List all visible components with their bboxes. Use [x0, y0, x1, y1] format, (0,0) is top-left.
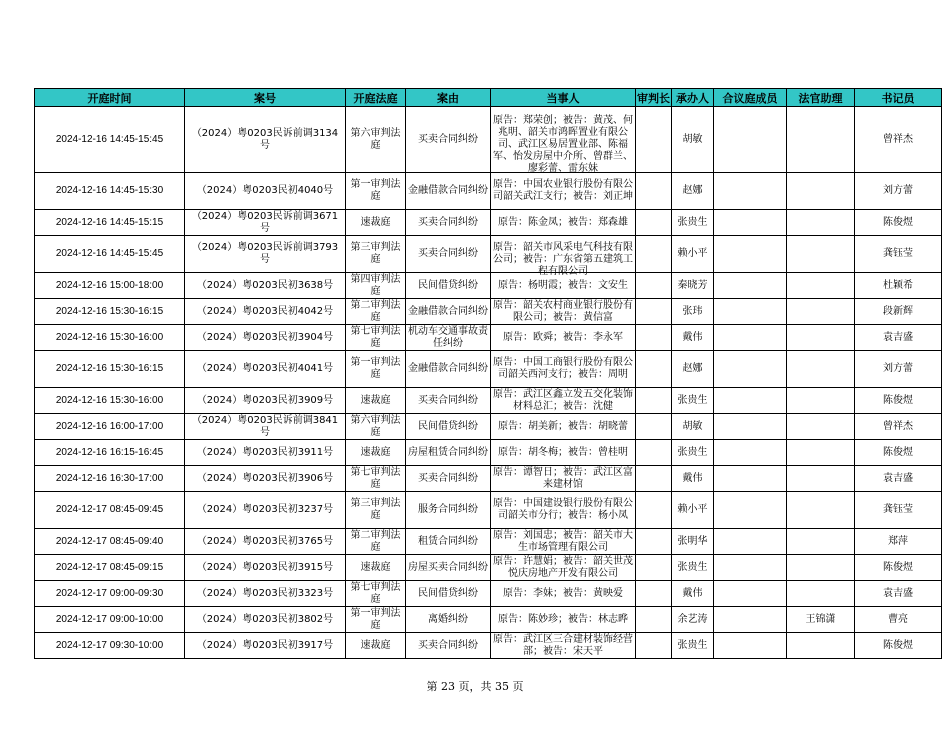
cell-time: 2024-12-17 09:00-09:30	[35, 581, 185, 607]
header-row	[35, 89, 942, 107]
cell-chief-judge	[636, 325, 672, 351]
cell-undertaker: 赖小平	[672, 236, 714, 273]
cell-undertaker: 张贵生	[672, 210, 714, 236]
cell-time: 2024-12-16 16:00-17:00	[35, 414, 185, 440]
cell-panel	[714, 440, 787, 466]
cell-chief-judge	[636, 555, 672, 581]
cell-clerk: 刘方蕾	[855, 351, 942, 388]
hearing-schedule-table	[34, 88, 942, 659]
parties-text: 原告：胡冬梅；被告：曾桂明	[498, 446, 628, 458]
cell-case-no: （2024）粤0203民初3911号	[185, 440, 346, 466]
cell-cause: 离婚纠纷	[406, 607, 491, 633]
cell-undertaker: 张玮	[672, 299, 714, 325]
cell-court: 第四审判法庭	[346, 273, 406, 299]
cell-panel	[714, 492, 787, 529]
cell-time: 2024-12-17 08:45-09:45	[35, 492, 185, 529]
table-row	[35, 581, 942, 607]
cell-cause: 买卖合同纠纷	[406, 107, 491, 173]
cell-chief-judge	[636, 388, 672, 414]
cell-case-no: （2024）粤0203民初3917号	[185, 633, 346, 659]
cell-parties	[491, 529, 636, 555]
cell-case-no: （2024）粤0203民诉前调3793号	[185, 236, 346, 273]
table-row	[35, 607, 942, 633]
cell-clerk: 刘方蕾	[855, 173, 942, 210]
cell-case-no: （2024）粤0203民初3906号	[185, 466, 346, 492]
table-row	[35, 236, 942, 273]
cell-court: 第一审判法庭	[346, 173, 406, 210]
cell-undertaker: 张贵生	[672, 555, 714, 581]
cell-case-no: （2024）粤0203民诉前调3134号	[185, 107, 346, 173]
cell-chief-judge	[636, 581, 672, 607]
cell-court: 第一审判法庭	[346, 351, 406, 388]
cell-undertaker: 戴伟	[672, 581, 714, 607]
cell-panel	[714, 607, 787, 633]
parties-text: 原告：武江区鑫立发五交化装饰材料总汇；被告：沈健	[493, 388, 633, 412]
table-row	[35, 325, 942, 351]
cell-assistant	[787, 388, 855, 414]
cell-panel	[714, 466, 787, 492]
cell-assistant	[787, 351, 855, 388]
table-row	[35, 210, 942, 236]
cell-court: 第一审判法庭	[346, 607, 406, 633]
cell-case-no: （2024）粤0203民诉前调3841号	[185, 414, 346, 440]
cell-time: 2024-12-16 15:30-16:15	[35, 299, 185, 325]
cell-clerk: 龚钰莹	[855, 492, 942, 529]
cell-time: 2024-12-16 14:45-15:30	[35, 173, 185, 210]
cell-cause: 买卖合同纠纷	[406, 388, 491, 414]
cell-clerk: 陈俊煜	[855, 555, 942, 581]
table-row	[35, 173, 942, 210]
cell-court: 速裁庭	[346, 555, 406, 581]
cell-clerk: 陈俊煜	[855, 633, 942, 659]
cell-time: 2024-12-16 16:30-17:00	[35, 466, 185, 492]
cell-chief-judge	[636, 107, 672, 173]
parties-text: 原告：韶关农村商业银行股份有限公司；被告：黄信富	[493, 299, 633, 323]
cell-parties	[491, 414, 636, 440]
cell-assistant	[787, 325, 855, 351]
cell-assistant	[787, 299, 855, 325]
cell-time: 2024-12-16 14:45-15:45	[35, 236, 185, 273]
cell-case-no: （2024）粤0203民初3915号	[185, 555, 346, 581]
cell-case-no: （2024）粤0203民初3765号	[185, 529, 346, 555]
col-header-chief-judge: 审判长	[636, 89, 672, 107]
cell-assistant: 王锦潇	[787, 607, 855, 633]
cell-clerk: 曾祥杰	[855, 107, 942, 173]
cell-clerk: 郑萍	[855, 529, 942, 555]
cell-cause: 租赁合同纠纷	[406, 529, 491, 555]
cell-panel	[714, 236, 787, 273]
cell-time: 2024-12-17 09:30-10:00	[35, 633, 185, 659]
cell-parties	[491, 236, 636, 277]
cell-chief-judge	[636, 414, 672, 440]
cell-panel	[714, 388, 787, 414]
cell-case-no: （2024）粤0203民初3237号	[185, 492, 346, 529]
table-header	[35, 89, 942, 107]
cell-undertaker: 秦晓芳	[672, 273, 714, 299]
parties-text: 原告：陈妙珍；被告：林志晔	[498, 613, 628, 625]
cell-cause: 服务合同纠纷	[406, 492, 491, 529]
cell-clerk: 袁吉盛	[855, 466, 942, 492]
cell-parties	[491, 492, 636, 529]
cell-parties	[491, 173, 636, 210]
cell-undertaker: 胡敏	[672, 107, 714, 173]
cell-assistant	[787, 173, 855, 210]
cell-case-no: （2024）粤0203民初3802号	[185, 607, 346, 633]
cell-assistant	[787, 273, 855, 299]
col-header-cause: 案由	[406, 89, 491, 107]
table-body	[35, 107, 942, 659]
cell-parties	[491, 299, 636, 325]
cell-assistant	[787, 633, 855, 659]
parties-text: 原告：杨明霞；被告：文安生	[498, 279, 628, 291]
col-header-undertaker: 承办人	[672, 89, 714, 107]
cell-chief-judge	[636, 173, 672, 210]
cell-parties	[491, 351, 636, 388]
cell-assistant	[787, 529, 855, 555]
table-row	[35, 529, 942, 555]
cell-clerk: 曹亮	[855, 607, 942, 633]
cell-undertaker: 赖小平	[672, 492, 714, 529]
cell-time: 2024-12-17 08:45-09:40	[35, 529, 185, 555]
cell-cause: 房屋买卖合同纠纷	[406, 555, 491, 581]
cell-panel	[714, 633, 787, 659]
table-row	[35, 107, 942, 173]
cell-cause: 买卖合同纠纷	[406, 466, 491, 492]
cell-panel	[714, 173, 787, 210]
cell-chief-judge	[636, 529, 672, 555]
parties-text: 原告：武江区三合建材装饰经营部；被告：宋天平	[493, 633, 633, 657]
cell-court: 速裁庭	[346, 440, 406, 466]
table-row	[35, 555, 942, 581]
cell-case-no: （2024）粤0203民初3909号	[185, 388, 346, 414]
cell-time: 2024-12-16 15:30-16:15	[35, 351, 185, 388]
cell-case-no: （2024）粤0203民初4042号	[185, 299, 346, 325]
cell-chief-judge	[636, 351, 672, 388]
cell-undertaker: 余艺涛	[672, 607, 714, 633]
cell-panel	[714, 529, 787, 555]
cell-undertaker: 戴伟	[672, 325, 714, 351]
cell-parties	[491, 607, 636, 633]
cell-time: 2024-12-16 16:15-16:45	[35, 440, 185, 466]
cell-panel	[714, 555, 787, 581]
cell-assistant	[787, 492, 855, 529]
cell-assistant	[787, 210, 855, 236]
col-header-case-no: 案号	[185, 89, 346, 107]
cell-case-no: （2024）粤0203民初3904号	[185, 325, 346, 351]
cell-court: 速裁庭	[346, 388, 406, 414]
parties-text: 原告：韶关市风采电气科技有限公司；被告：广东省第五建筑工程有限公司	[493, 241, 633, 277]
cell-clerk: 段新辉	[855, 299, 942, 325]
cell-cause: 金融借款合同纠纷	[406, 299, 491, 325]
cell-parties	[491, 210, 636, 236]
table-row	[35, 414, 942, 440]
cell-chief-judge	[636, 607, 672, 633]
cell-assistant	[787, 236, 855, 273]
cell-cause: 民间借贷纠纷	[406, 273, 491, 299]
cell-panel	[714, 299, 787, 325]
cell-time: 2024-12-16 15:30-16:00	[35, 325, 185, 351]
parties-text: 原告：郑荣创；被告：黄茂、何兆明、韶关市鸿晖置业有限公司、武江区易居置业部、陈福军、怡发房屋中介所、曾群兰、廖彩蕾、雷东妹	[493, 115, 633, 174]
col-header-parties: 当事人	[491, 89, 636, 107]
cell-parties	[491, 388, 636, 414]
cell-panel	[714, 581, 787, 607]
cell-court: 第三审判法庭	[346, 492, 406, 529]
parties-text: 原告：中国建设银行股份有限公司韶关市分行；被告：杨小凤	[493, 498, 633, 521]
table-row	[35, 633, 942, 659]
cell-panel	[714, 325, 787, 351]
parties-text: 原告：胡美新；被告：胡晓蕾	[498, 420, 628, 432]
cell-time: 2024-12-16 15:30-16:00	[35, 388, 185, 414]
table-row	[35, 351, 942, 388]
cell-time: 2024-12-16 14:45-15:45	[35, 107, 185, 173]
cell-time: 2024-12-17 08:45-09:15	[35, 555, 185, 581]
cell-undertaker: 张明华	[672, 529, 714, 555]
parties-text: 原告：中国工商银行股份有限公司韶关西河支行；被告：周明	[493, 357, 633, 380]
cell-case-no: （2024）粤0203民初4040号	[185, 173, 346, 210]
col-header-time: 开庭时间	[35, 89, 185, 107]
cell-chief-judge	[636, 273, 672, 299]
cell-case-no: （2024）粤0203民诉前调3671号	[185, 210, 346, 236]
cell-chief-judge	[636, 492, 672, 529]
col-header-panel: 合议庭成员	[714, 89, 787, 107]
cell-cause: 买卖合同纠纷	[406, 236, 491, 273]
cell-cause: 买卖合同纠纷	[406, 633, 491, 659]
cell-undertaker: 张贵生	[672, 633, 714, 659]
cell-parties	[491, 440, 636, 466]
cell-chief-judge	[636, 210, 672, 236]
cell-case-no: （2024）粤0203民初3638号	[185, 273, 346, 299]
cell-parties	[491, 466, 636, 492]
parties-text: 原告：谭智日；被告：武江区富来建材馆	[493, 466, 633, 490]
parties-text: 原告：李妹；被告：黄映爱	[503, 587, 623, 599]
parties-text: 原告：欧舜；被告：李永军	[503, 331, 623, 343]
cell-panel	[714, 107, 787, 173]
cell-court: 第七审判法庭	[346, 466, 406, 492]
col-header-court: 开庭法庭	[346, 89, 406, 107]
col-header-clerk: 书记员	[855, 89, 942, 107]
cell-assistant	[787, 555, 855, 581]
cell-cause: 机动车交通事故责任纠纷	[406, 325, 491, 351]
cell-case-no: （2024）粤0203民初4041号	[185, 351, 346, 388]
cell-time: 2024-12-16 15:00-18:00	[35, 273, 185, 299]
cell-assistant	[787, 440, 855, 466]
cell-undertaker: 赵娜	[672, 351, 714, 388]
cell-undertaker: 赵娜	[672, 173, 714, 210]
cell-panel	[714, 273, 787, 299]
cell-assistant	[787, 107, 855, 173]
table-row	[35, 299, 942, 325]
cell-court: 第七审判法庭	[346, 581, 406, 607]
table-row	[35, 492, 942, 529]
cell-time: 2024-12-17 09:00-10:00	[35, 607, 185, 633]
parties-text: 原告：刘国忠；被告：韶关市大生市场管理有限公司	[493, 529, 633, 553]
table-row	[35, 388, 942, 414]
cell-parties	[491, 581, 636, 607]
cell-chief-judge	[636, 236, 672, 273]
cell-case-no: （2024）粤0203民初3323号	[185, 581, 346, 607]
cell-clerk: 曾祥杰	[855, 414, 942, 440]
cell-chief-judge	[636, 440, 672, 466]
cell-cause: 买卖合同纠纷	[406, 210, 491, 236]
cell-undertaker: 戴伟	[672, 466, 714, 492]
cell-chief-judge	[636, 466, 672, 492]
cell-clerk: 陈俊煜	[855, 388, 942, 414]
cell-undertaker: 张贵生	[672, 440, 714, 466]
cell-chief-judge	[636, 633, 672, 659]
parties-text: 原告：中国农业银行股份有限公司韶关武江支行；被告：刘正坤	[493, 179, 633, 202]
cell-chief-judge	[636, 299, 672, 325]
cell-cause: 金融借款合同纠纷	[406, 351, 491, 388]
cell-clerk: 龚钰莹	[855, 236, 942, 273]
cell-court: 速裁庭	[346, 633, 406, 659]
cell-cause: 房屋租赁合同纠纷	[406, 440, 491, 466]
parties-text: 原告：许慧娟；被告：韶关世茂悦庆房地产开发有限公司	[493, 555, 633, 579]
cell-assistant	[787, 581, 855, 607]
cell-court: 第二审判法庭	[346, 299, 406, 325]
cell-cause: 民间借贷纠纷	[406, 581, 491, 607]
col-header-assistant: 法官助理	[787, 89, 855, 107]
parties-text: 原告：陈金凤；被告：郑森雄	[498, 216, 628, 228]
cell-panel	[714, 414, 787, 440]
cell-parties	[491, 325, 636, 351]
table-row	[35, 440, 942, 466]
cell-cause: 民间借贷纠纷	[406, 414, 491, 440]
cell-court: 第三审判法庭	[346, 236, 406, 273]
cell-court: 速裁庭	[346, 210, 406, 236]
cell-clerk: 袁吉盛	[855, 581, 942, 607]
cell-clerk: 陈俊煜	[855, 210, 942, 236]
cell-assistant	[787, 466, 855, 492]
cell-parties	[491, 633, 636, 659]
cell-undertaker: 张贵生	[672, 388, 714, 414]
cell-cause: 金融借款合同纠纷	[406, 173, 491, 210]
cell-panel	[714, 210, 787, 236]
table-row	[35, 273, 942, 299]
page-footer: 第 23 页，共 35 页	[426, 680, 524, 693]
cell-court: 第六审判法庭	[346, 107, 406, 173]
cell-parties	[491, 107, 636, 173]
cell-clerk: 杜颖希	[855, 273, 942, 299]
table-row	[35, 466, 942, 492]
cell-parties	[491, 555, 636, 581]
cell-clerk: 陈俊煜	[855, 440, 942, 466]
cell-court: 第二审判法庭	[346, 529, 406, 555]
cell-assistant	[787, 414, 855, 440]
cell-panel	[714, 351, 787, 388]
cell-clerk: 袁吉盛	[855, 325, 942, 351]
cell-court: 第六审判法庭	[346, 414, 406, 440]
cell-undertaker: 胡敏	[672, 414, 714, 440]
cell-time: 2024-12-16 14:45-15:15	[35, 210, 185, 236]
cell-court: 第七审判法庭	[346, 325, 406, 351]
